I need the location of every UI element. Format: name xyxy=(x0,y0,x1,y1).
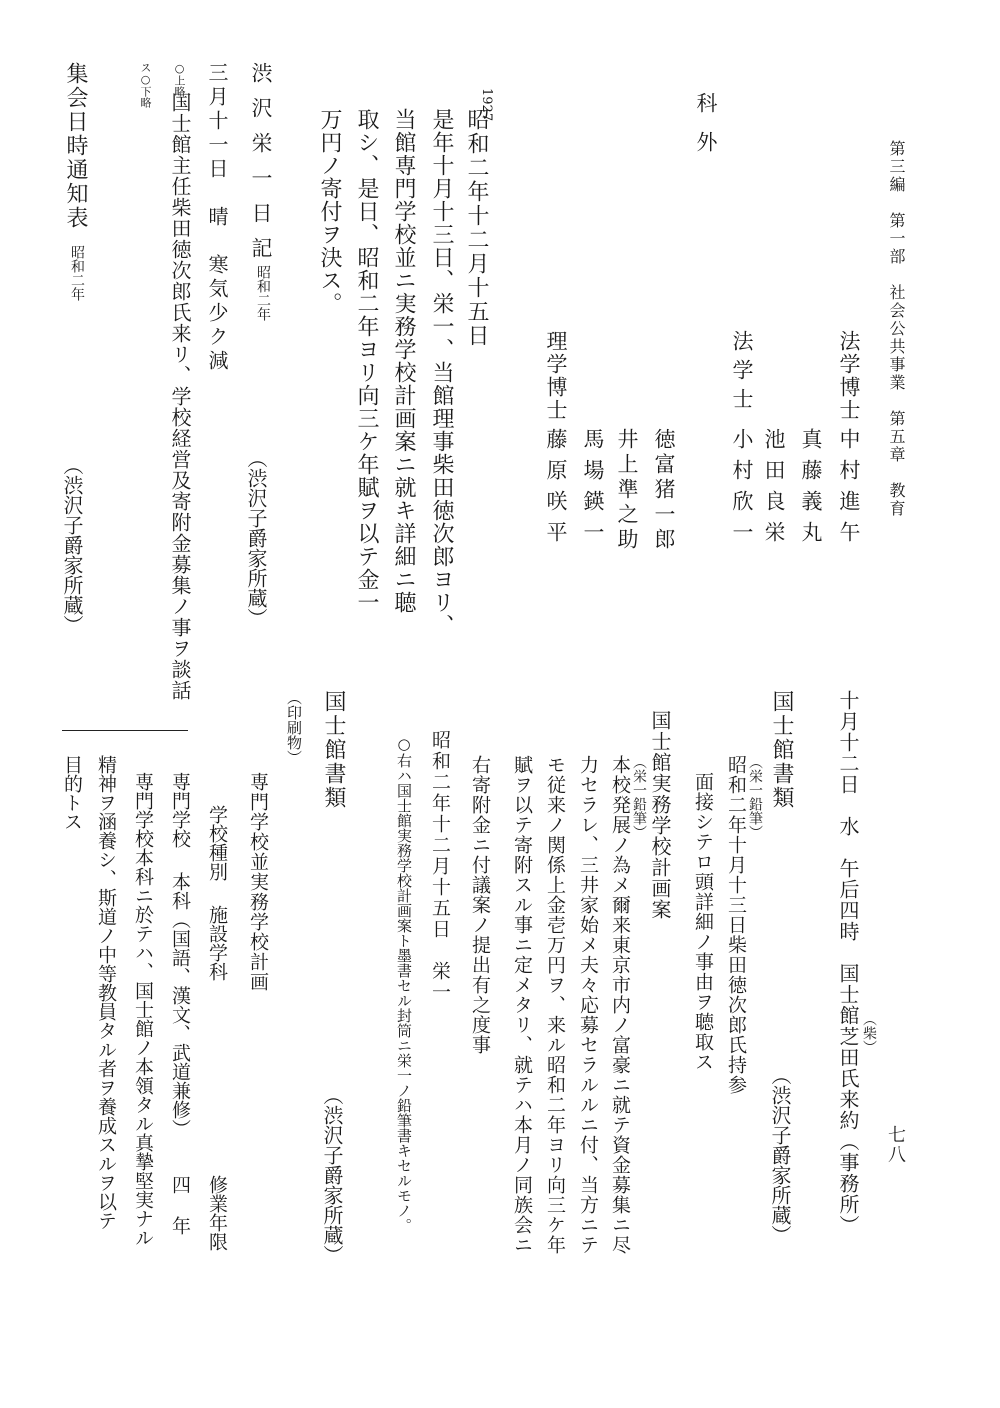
faculty-title: 理学博士 xyxy=(544,330,568,422)
notice-year: 昭和二年 xyxy=(69,245,85,301)
table-head-type: 学校種別 xyxy=(206,805,228,881)
plan-line: 力セラレ、三井家始メ夫々応募セラルルニ付、当方ニテ xyxy=(577,755,599,1255)
section-divider xyxy=(62,730,188,731)
table-cell-dept: 本科（国語、漢文、武道兼修） xyxy=(169,872,191,1138)
plan-line: 右寄附金ニ付議案ノ提出有之度事 xyxy=(469,755,491,1055)
plan-note: ○右ハ国士館実務学校計画案ト墨書セル封筒ニ栄一ノ鉛筆書キセルモノ。 xyxy=(395,735,413,1233)
faculty-name: 池田良栄 xyxy=(762,428,786,552)
purpose-line: 精神ヲ涵養シ、斯道ノ中等教員タル者ヲ養成スルヲ以テ xyxy=(95,755,117,1230)
table-head-dept: 施設学科 xyxy=(206,905,228,981)
doc-line: 昭和二年十月十三日柴田徳次郎氏持参 xyxy=(725,755,747,1095)
notice-entry: 十月十二日 水 午后四時 国士館芝田氏来約（事務所） xyxy=(836,690,860,1236)
running-head: 第三編 第一部 社会公共事業 第五章 教育 xyxy=(887,140,906,518)
diary-date-line: 三月十一日 晴 寒気少ク減 xyxy=(205,62,229,374)
entry-line: 是年十月十三日、栄一、当館理事柴田徳次郎ヨリ、 xyxy=(429,108,454,637)
diary-end-marker: ス○下略 xyxy=(139,62,152,108)
diary-source: （渋沢子爵家所蔵） xyxy=(244,448,268,628)
faculty-name: 藤原咲平 xyxy=(544,428,568,552)
pencil-marker: （栄一鉛筆） xyxy=(631,755,647,839)
diary-title: 渋沢栄一日記 xyxy=(249,62,273,272)
printed-marker: （印刷物） xyxy=(285,690,303,765)
diary-body: 国士館主任柴田徳次郎氏来リ、学校経営及寄附金募集ノ事ヲ談話 xyxy=(168,92,192,701)
table-head-years: 修業年限 xyxy=(206,1175,228,1251)
faculty-name: 馬場鍈一 xyxy=(581,428,605,552)
notice-title: 集会日時通知表 xyxy=(63,62,88,230)
plan-date: 昭和二年十二月十五日 栄一 xyxy=(429,730,451,1003)
diary-year: 昭和二年 xyxy=(255,265,271,321)
year-ad: 1927 xyxy=(479,88,494,122)
notice-annotation: （柴） xyxy=(861,1012,877,1054)
faculty-title: 法学士 xyxy=(730,330,754,417)
school-plan-title: 専門学校並実務学校計画 xyxy=(247,772,269,992)
faculty-title: 法学博士 xyxy=(837,330,861,422)
plan-title: 国士館実務学校計画案 xyxy=(648,710,672,920)
faculty-name: 小村欣一 xyxy=(730,428,754,552)
faculty-name: 徳富猪一郎 xyxy=(652,428,676,553)
purpose-line: 目的トス xyxy=(61,755,83,831)
page-number: 七八 xyxy=(885,1125,906,1165)
doc-line: 面接シテロ頭詳細ノ事由ヲ聴取ス xyxy=(692,772,714,1072)
docs-source: （渋沢子爵家所蔵） xyxy=(768,1065,792,1245)
docs-source: （渋沢子爵家所蔵） xyxy=(320,1085,344,1265)
plan-line: モ従来ノ関係上金壱万円ヲ、来ル昭和二年ヨリ向三ケ年 xyxy=(544,755,566,1255)
faculty-name: 井上準之助 xyxy=(615,428,639,553)
pencil-marker: （栄一鉛筆） xyxy=(747,755,763,839)
plan-line: 本校発展ノ為メ爾来東京市内ノ富豪ニ就テ資金募集ニ尽 xyxy=(609,755,631,1255)
entry-line: 当館専門学校並ニ実務学校計画案ニ就キ詳細ニ聴 xyxy=(391,108,416,614)
entry-date: 昭和二年十二月十五日 xyxy=(464,108,489,348)
faculty-name: 真藤義丸 xyxy=(799,428,823,552)
faculty-name: 中村進午 xyxy=(837,428,861,552)
table-cell-years: 四年 xyxy=(169,1175,191,1257)
entry-line: 取シ、是日、昭和二年ヨリ向三ケ年賦ヲ以テ金一 xyxy=(354,108,379,614)
plan-line: 賦ヲ以テ寄附スル事ニ定メタリ、就テハ本月ノ同族会ニ xyxy=(511,755,533,1255)
purpose-line: 専門学校本科ニ於テハ、国士館ノ本領タル真摯堅実ナル xyxy=(132,772,154,1247)
docs-title: 国士館書類 xyxy=(321,690,346,810)
docs-title: 国士館書類 xyxy=(769,690,794,810)
category-label: 科外 xyxy=(694,92,718,170)
diary-marker: ○上略 xyxy=(173,62,186,97)
entry-line: 万円ノ寄付ヲ決ス。 xyxy=(317,108,342,315)
table-cell-type: 専門学校 xyxy=(169,772,191,848)
notice-source: （渋沢子爵家所蔵） xyxy=(60,455,84,635)
